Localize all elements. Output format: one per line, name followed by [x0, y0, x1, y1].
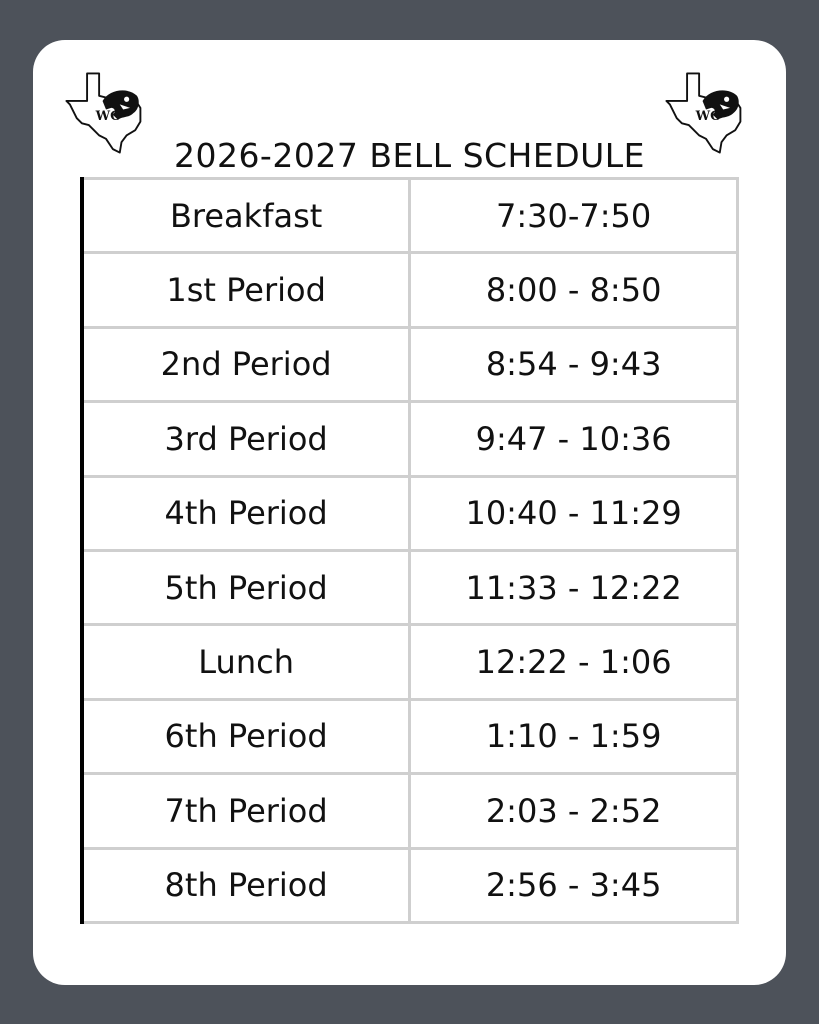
period-time-cell: 10:40 - 11:29: [410, 476, 738, 550]
table-row: [82, 774, 738, 848]
table-row: [82, 848, 738, 922]
period-name-cell: 5th Period: [82, 550, 410, 624]
schedule-card: [33, 40, 786, 985]
period-time-cell: 7:30-7:50: [410, 179, 738, 253]
period-name-cell: 6th Period: [82, 699, 410, 773]
period-name-cell: 4th Period: [82, 476, 410, 550]
period-name-cell: 1st Period: [82, 253, 410, 327]
table-row: [82, 625, 738, 699]
table-row: [82, 179, 738, 253]
period-time-cell: 12:22 - 1:06: [410, 625, 738, 699]
period-time-cell: 8:00 - 8:50: [410, 253, 738, 327]
period-name-cell: 8th Period: [82, 848, 410, 922]
table-row: [82, 253, 738, 327]
period-name-cell: Lunch: [82, 625, 410, 699]
period-time-cell: 9:47 - 10:36: [410, 402, 738, 476]
period-name-cell: 2nd Period: [82, 327, 410, 401]
period-name-cell: Breakfast: [82, 179, 410, 253]
period-name-cell: 3rd Period: [82, 402, 410, 476]
table-row: [82, 476, 738, 550]
period-name-cell: 7th Period: [82, 774, 410, 848]
period-time-cell: 8:54 - 9:43: [410, 327, 738, 401]
period-time-cell: 2:56 - 3:45: [410, 848, 738, 922]
period-time-cell: 11:33 - 12:22: [410, 550, 738, 624]
logo-letters: WC: [95, 108, 121, 124]
table-row: [82, 327, 738, 401]
table-row: [82, 550, 738, 624]
period-time-cell: 2:03 - 2:52: [410, 774, 738, 848]
table-row: [82, 699, 738, 773]
table-row: [82, 402, 738, 476]
logo-letters: WC: [695, 108, 721, 124]
bell-schedule-table: [80, 177, 739, 924]
period-time-cell: 1:10 - 1:59: [410, 699, 738, 773]
page-title: 2026-2027 BELL SCHEDULE: [173, 136, 646, 175]
